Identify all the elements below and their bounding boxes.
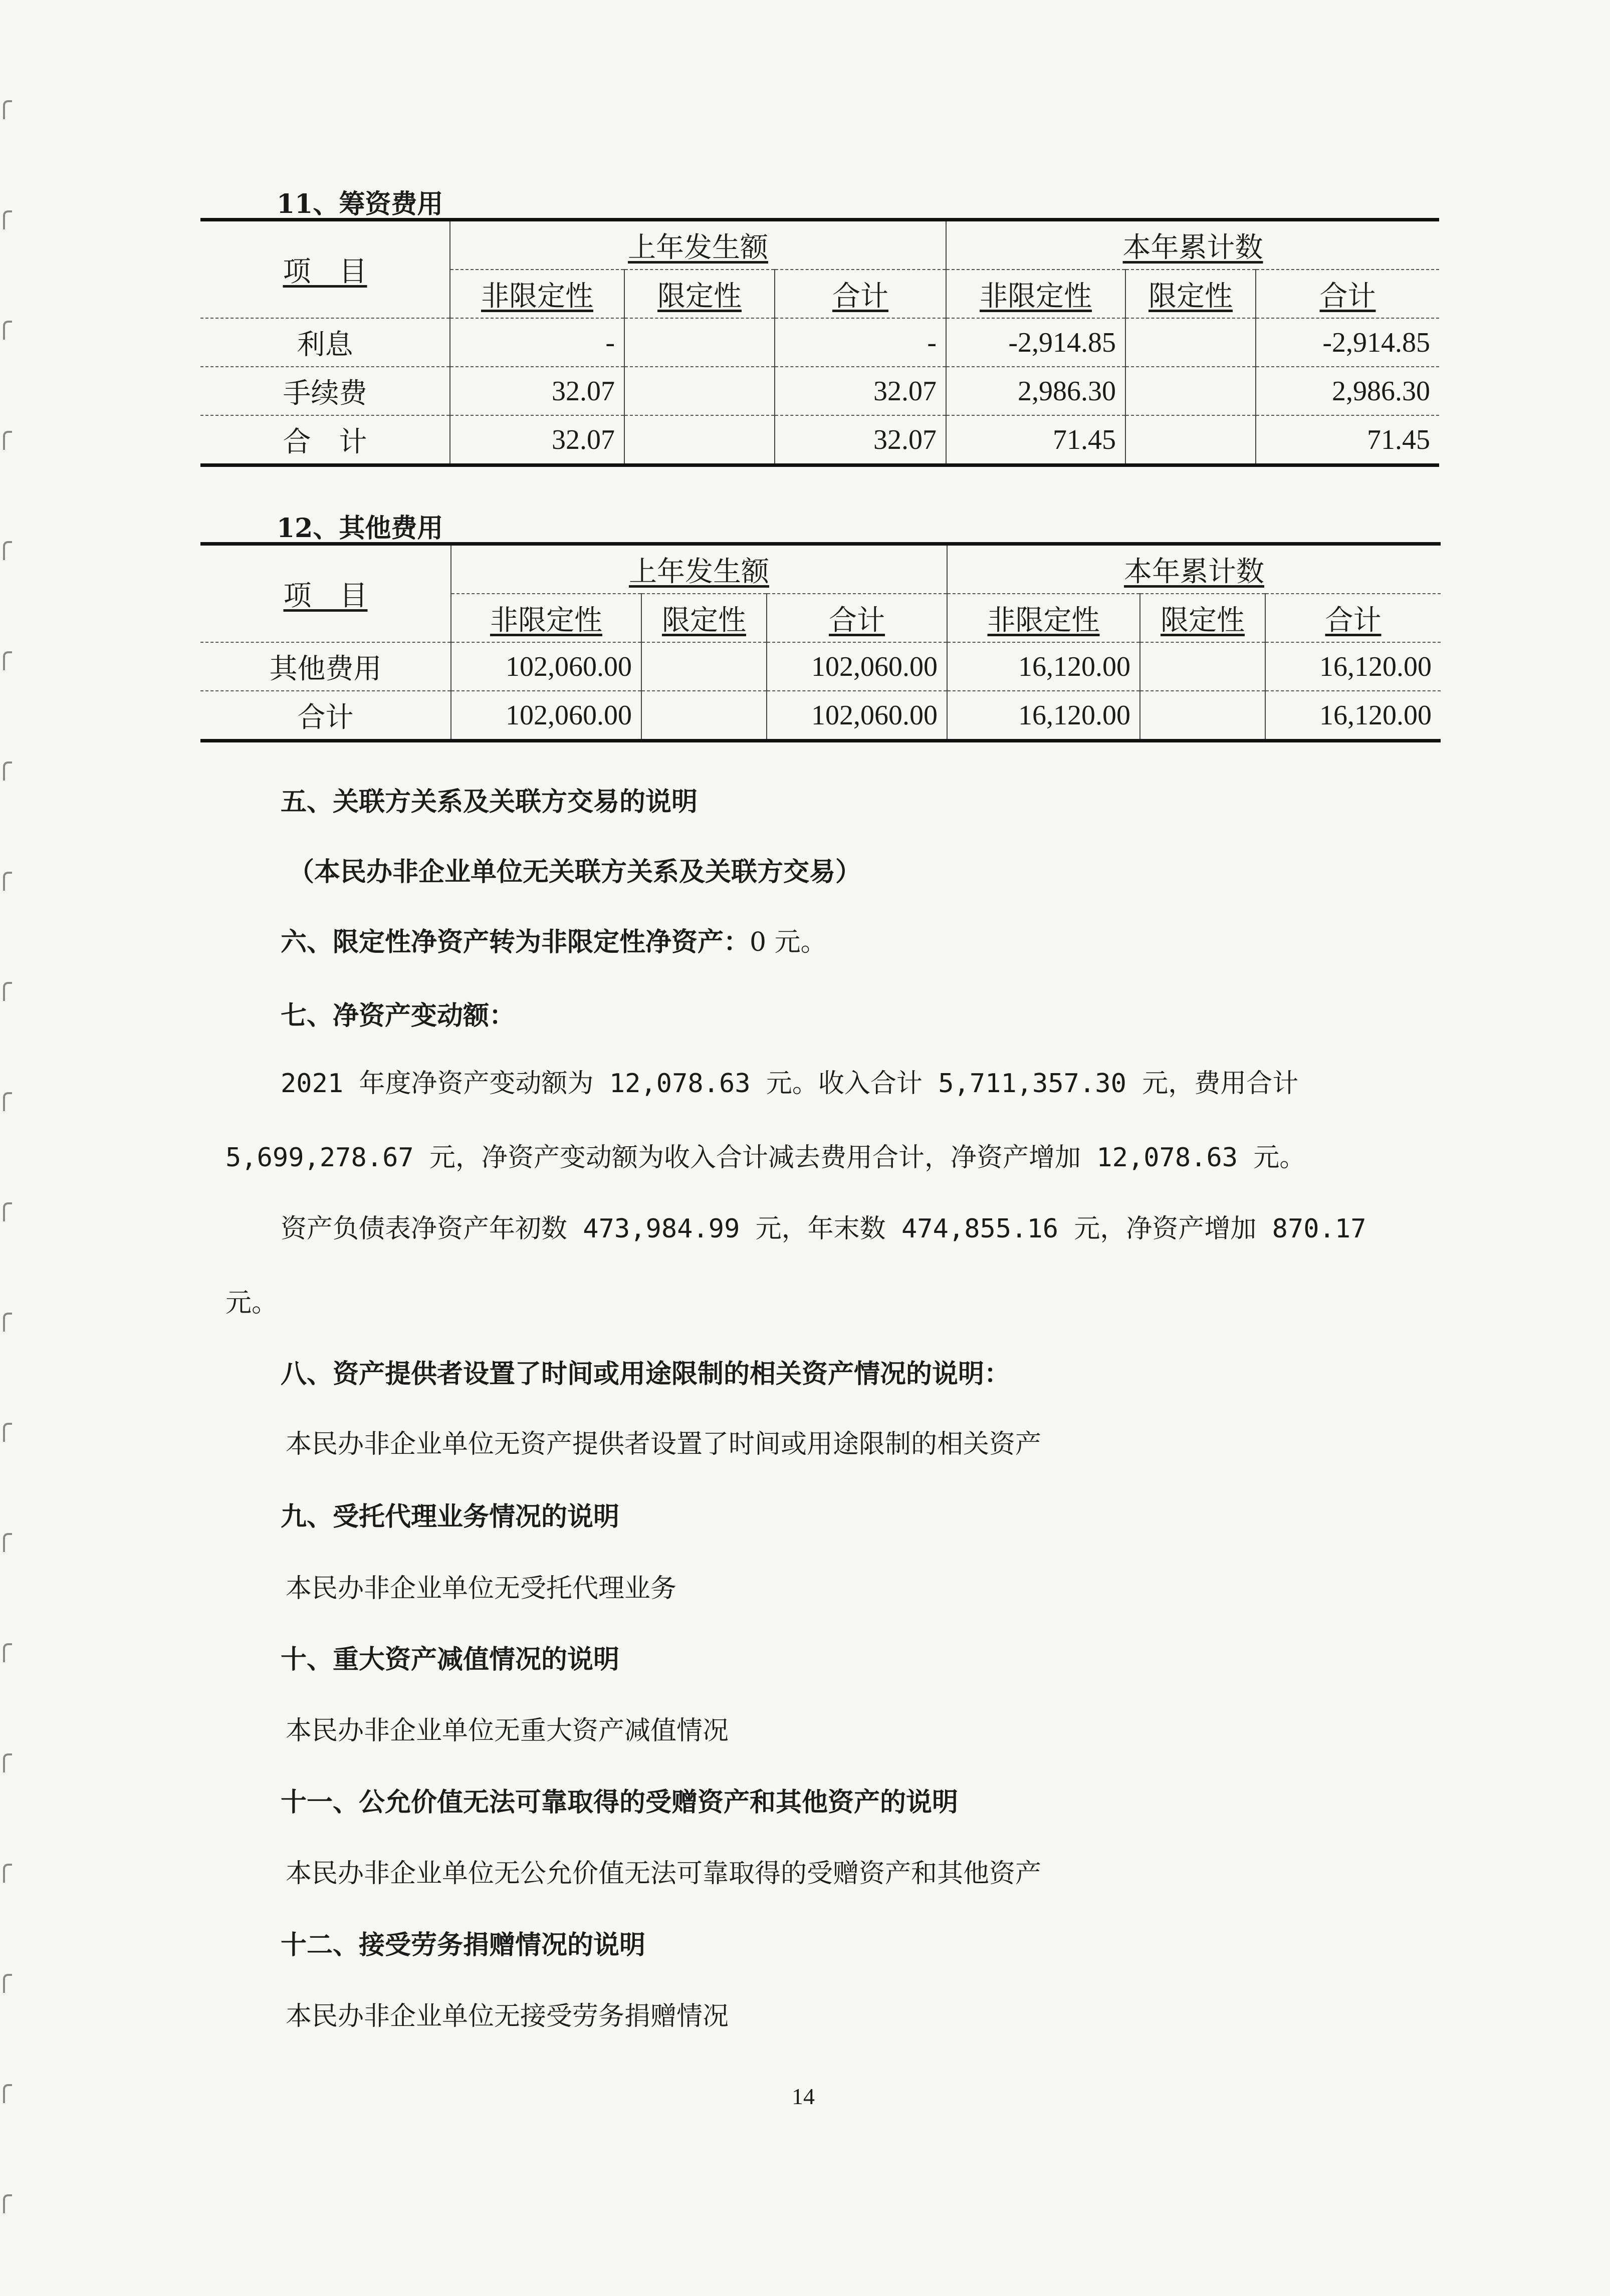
header-curr-year: 本年累计数 <box>947 544 1441 594</box>
note-7-title: 七、净资产变动额： <box>281 1000 516 1031</box>
header-item: 项 目 <box>200 544 451 643</box>
note-12-title: 十二、接受劳务捐赠情况的说明 <box>281 1930 646 1960</box>
cell-value <box>1125 367 1256 415</box>
section-12-title: 12、其他费用 <box>277 513 443 544</box>
header-prev-total: 合计 <box>775 270 946 318</box>
cell-value: 102,060.00 <box>767 642 947 691</box>
cell-value: -2,914.85 <box>1256 318 1439 367</box>
header-prev-restricted: 限定性 <box>624 270 775 318</box>
binding-mark <box>3 1092 12 1111</box>
binding-mark <box>3 1423 12 1442</box>
header-prev-year: 上年发生额 <box>451 544 947 594</box>
binding-mark <box>3 1753 12 1772</box>
note-11-title: 十一、公允价值无法可靠取得的受赠资产和其他资产的说明 <box>281 1787 959 1818</box>
note-7-para2-line2: 元。 <box>225 1288 278 1318</box>
binding-mark <box>3 651 12 670</box>
note-8-title: 八、资产提供者设置了时间或用途限制的相关资产情况的说明： <box>281 1359 1011 1389</box>
note-7-para1-line1: 2021 年度净资产变动额为 12,078.63 元。收入合计 5,711,357.30 元，费用合计 <box>281 1069 1299 1099</box>
cell-value <box>624 318 775 367</box>
cell-value: 32.07 <box>450 367 624 415</box>
note-7-para1-line2: 5,699,278.67 元，净资产变动额为收入合计减去费用合计，净资产增加 12,078.63 元。 <box>225 1143 1306 1173</box>
note-6 <box>281 921 827 958</box>
binding-mark <box>3 1202 12 1221</box>
note-6-title: 六、限定性净资产转为非限定性净资产： <box>281 927 750 957</box>
row-label: 手续费 <box>200 367 450 415</box>
cell-value: 32.07 <box>775 415 946 465</box>
table-row <box>200 642 1441 691</box>
note-9-title: 九、受托代理业务情况的说明 <box>281 1501 620 1532</box>
row-label: 合计 <box>200 691 451 741</box>
note-11-body: 本民办非企业单位无公允价值无法可靠取得的受赠资产和其他资产 <box>286 1859 1042 1889</box>
cell-value: 71.45 <box>946 415 1125 465</box>
binding-mark <box>3 1974 12 1993</box>
binding-mark <box>3 1864 12 1883</box>
note-5-title: 五、关联方关系及关联方交易的说明 <box>281 787 698 817</box>
binding-mark <box>3 541 12 560</box>
table-row <box>200 415 1439 465</box>
cell-value <box>624 415 775 465</box>
other-expense-table <box>200 542 1441 742</box>
cell-value: 71.45 <box>1256 415 1439 465</box>
header-curr-total: 合计 <box>1256 270 1439 318</box>
cell-value: 16,120.00 <box>947 642 1140 691</box>
cell-value <box>641 642 767 691</box>
cell-value: 16,120.00 <box>947 691 1140 741</box>
cell-value: 102,060.00 <box>767 691 947 741</box>
binding-mark <box>3 1313 12 1332</box>
cell-value: 102,060.00 <box>451 691 641 741</box>
cell-value: - <box>775 318 946 367</box>
row-label: 合 计 <box>200 415 450 465</box>
binding-mark <box>3 761 12 781</box>
cell-value: 16,120.00 <box>1265 642 1441 691</box>
binding-mark <box>3 431 12 450</box>
row-label: 其他费用 <box>200 642 451 691</box>
section-11-title: 11、筹资费用 <box>277 189 443 219</box>
cell-value: 2,986.30 <box>1256 367 1439 415</box>
note-9-body: 本民办非企业单位无受托代理业务 <box>286 1574 677 1604</box>
binding-mark <box>3 2194 12 2213</box>
cell-value <box>624 367 775 415</box>
note-10-body: 本民办非企业单位无重大资产减值情况 <box>286 1716 729 1746</box>
note-10-title: 十、重大资产减值情况的说明 <box>281 1644 620 1675</box>
cell-value: 2,986.30 <box>946 367 1125 415</box>
cell-value: - <box>450 318 624 367</box>
cell-value: 32.07 <box>450 415 624 465</box>
cell-value: 102,060.00 <box>451 642 641 691</box>
table-row <box>200 691 1441 741</box>
cell-value <box>1140 642 1265 691</box>
header-prev-unrestricted: 非限定性 <box>451 594 641 642</box>
financing-expense-table <box>200 218 1439 467</box>
note-7-para2-line1: 资产负债表净资产年初数 473,984.99 元，年末数 474,855.16 元，净资产增加 870.17 <box>281 1214 1366 1244</box>
binding-mark <box>3 100 12 119</box>
header-curr-restricted: 限定性 <box>1125 270 1256 318</box>
binding-mark <box>3 321 12 340</box>
header-curr-unrestricted: 非限定性 <box>946 270 1125 318</box>
note-5-body: （本民办非企业单位无关联方关系及关联方交易） <box>288 857 862 887</box>
header-prev-year: 上年发生额 <box>450 220 946 270</box>
page-number: 14 <box>792 2084 815 2109</box>
header-curr-year: 本年累计数 <box>946 220 1439 270</box>
table-row <box>200 367 1439 415</box>
cell-value: 16,120.00 <box>1265 691 1441 741</box>
cell-value <box>1140 691 1265 741</box>
note-6-value: 0 元。 <box>750 927 827 957</box>
binding-mark <box>3 1643 12 1662</box>
header-prev-unrestricted: 非限定性 <box>450 270 624 318</box>
binding-mark <box>3 2084 12 2103</box>
row-label: 利息 <box>200 318 450 367</box>
cell-value <box>641 691 767 741</box>
note-12-body: 本民办非企业单位无接受劳务捐赠情况 <box>286 2001 729 2031</box>
binding-mark <box>3 872 12 891</box>
cell-value: 32.07 <box>775 367 946 415</box>
cell-value: -2,914.85 <box>946 318 1125 367</box>
header-item: 项 目 <box>200 220 450 319</box>
binding-hole-marks <box>0 0 15 2296</box>
header-curr-unrestricted: 非限定性 <box>947 594 1140 642</box>
cell-value <box>1125 415 1256 465</box>
header-curr-restricted: 限定性 <box>1140 594 1265 642</box>
header-curr-total: 合计 <box>1265 594 1441 642</box>
cell-value <box>1125 318 1256 367</box>
table-row <box>200 318 1439 367</box>
binding-mark <box>3 210 12 229</box>
header-prev-total: 合计 <box>767 594 947 642</box>
binding-mark <box>3 1533 12 1552</box>
header-prev-restricted: 限定性 <box>641 594 767 642</box>
note-8-body: 本民办非企业单位无资产提供者设置了时间或用途限制的相关资产 <box>286 1429 1042 1459</box>
binding-mark <box>3 982 12 1001</box>
